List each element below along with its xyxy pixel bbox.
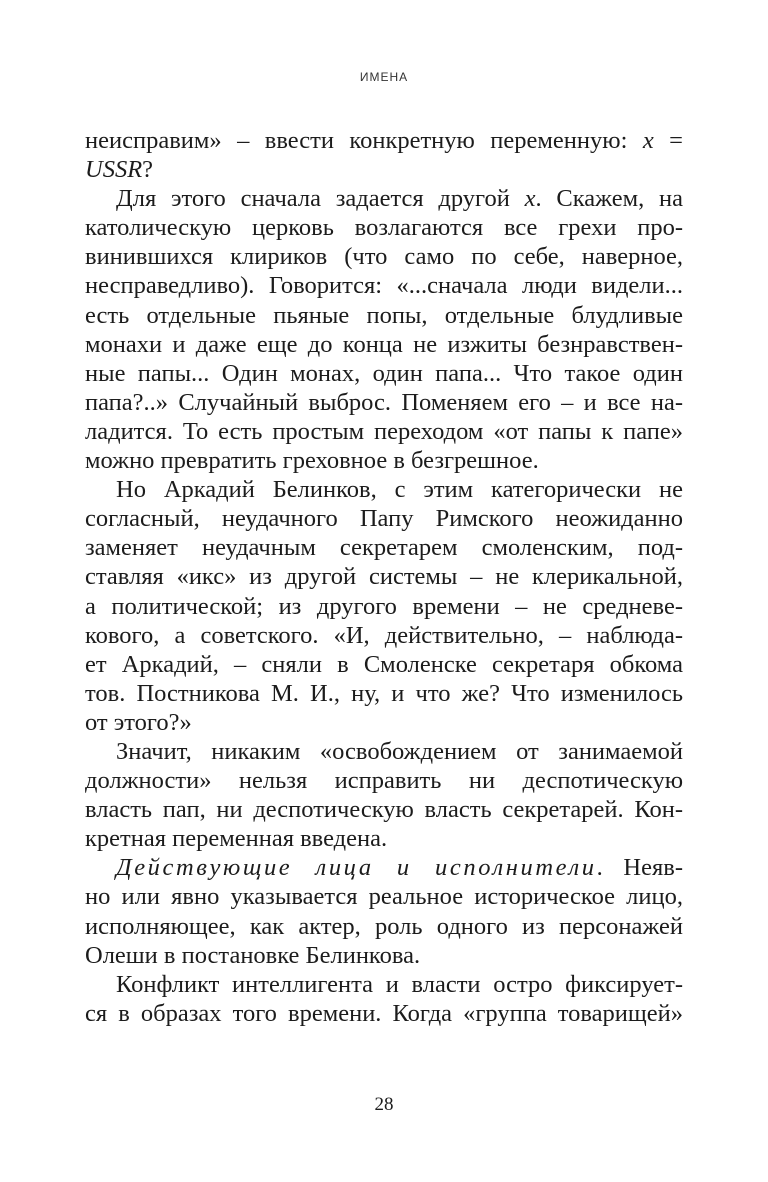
text-run: Олеши в постановке Белинкова. [85, 941, 421, 969]
italic-run: USSR [85, 156, 143, 184]
text-line [85, 882, 683, 911]
text-run: кретная переменная введена. [85, 825, 388, 853]
text-line [85, 475, 683, 504]
text-line [85, 824, 683, 853]
text-line [85, 126, 683, 155]
body-text [85, 126, 683, 1028]
text-line [85, 941, 683, 970]
text-run: . Неяв- [596, 854, 683, 882]
text-run: папа?..» Случайный выброс. Поменяем его – и все на- [85, 388, 683, 416]
text-line [85, 184, 683, 213]
text-line [85, 562, 683, 591]
text-line [85, 795, 683, 824]
paragraph [85, 970, 683, 1028]
text-line [85, 708, 683, 737]
text-line [85, 301, 683, 330]
text-run: можно превратить греховное в безгрешное. [85, 447, 539, 475]
italic-run: Действующие лица и исполнители [116, 854, 597, 882]
text-line [85, 417, 683, 446]
text-line [85, 388, 683, 417]
text-line [85, 999, 683, 1028]
text-line [85, 446, 683, 475]
text-run: винившихся клириков (что само по себе, наверное, [85, 243, 683, 271]
italic-run: x [642, 127, 654, 154]
text-line [85, 242, 683, 271]
text-line [85, 592, 683, 621]
text-line [85, 504, 683, 533]
text-run: заменяет неудачным секретарем смоленским, под- [85, 534, 683, 562]
text-run: согласный, неудачного Папу Римского неожиданно [85, 505, 683, 533]
text-run: . Скажем, на [535, 185, 683, 213]
paragraph [85, 853, 683, 969]
text-line [85, 621, 683, 650]
text-line [85, 155, 683, 184]
text-line [85, 213, 683, 242]
text-run: ся в образах того времени. Когда «группа товарищей» [85, 999, 683, 1027]
text-run: неисправим» – ввести конкретную переменную: [85, 127, 643, 154]
text-run: исполняющее, как актер, роль одного из персонажей [85, 912, 683, 940]
text-run: но или явно указывается реальное историческое лицо, [85, 883, 683, 911]
text-line [85, 970, 683, 999]
text-run: = [653, 127, 683, 154]
text-line [85, 912, 683, 941]
text-run: монахи и даже еще до конца не изжиты безнравствен- [85, 330, 683, 358]
text-run: ет Аркадий, – сняли в Смоленске секретаря обкома [85, 650, 683, 678]
text-line [85, 679, 683, 708]
text-run: ные папы... Один монах, один папа... Что такое один [85, 359, 683, 387]
text-line [85, 737, 683, 766]
paragraph [85, 184, 683, 475]
text-line [85, 853, 683, 882]
text-run: кового, а советского. «И, действительно, – наблюда- [85, 621, 683, 649]
text-run: власть пап, ни деспотическую власть секретарей. Кон- [85, 796, 683, 824]
text-run: несправедливо). Говорится: «...сначала люди видели... [85, 272, 683, 300]
running-head: ИМЕНА [359, 70, 409, 84]
paragraph [85, 737, 683, 853]
text-run: от этого?» [85, 708, 192, 736]
text-line [85, 533, 683, 562]
text-run: Для этого сначала задается другой [116, 185, 525, 213]
text-line [85, 330, 683, 359]
text-line [85, 650, 683, 679]
italic-run: x [524, 185, 536, 213]
page-number: 28 [374, 1094, 394, 1115]
text-run: тов. Постникова М. И., ну, и что же? Что изменилось [85, 679, 683, 707]
text-run: Значит, никаким «освобождением от занимаемой [116, 737, 683, 765]
text-run: католическую церковь возлагаются все грехи про- [85, 214, 683, 242]
text-run: Конфликт интеллигента и власти остро фиксирует- [116, 970, 683, 998]
text-run: Но Аркадий Белинков, с этим категорически не [116, 476, 683, 504]
paragraph [85, 126, 683, 184]
text-run: есть отдельные пьяные попы, отдельные блудливые [85, 301, 683, 329]
text-run: ладится. То есть простым переходом «от папы к папе» [85, 417, 683, 445]
text-line [85, 359, 683, 388]
text-run: а политической; из другого времени – не средневе- [85, 592, 683, 620]
text-line [85, 271, 683, 300]
text-run: ставляя «икс» из другой системы – не клерикальной, [85, 563, 683, 591]
text-run: должности» нельзя исправить ни деспотическую [85, 767, 683, 795]
text-line [85, 766, 683, 795]
text-run: ? [142, 156, 154, 184]
paragraph [85, 475, 683, 737]
